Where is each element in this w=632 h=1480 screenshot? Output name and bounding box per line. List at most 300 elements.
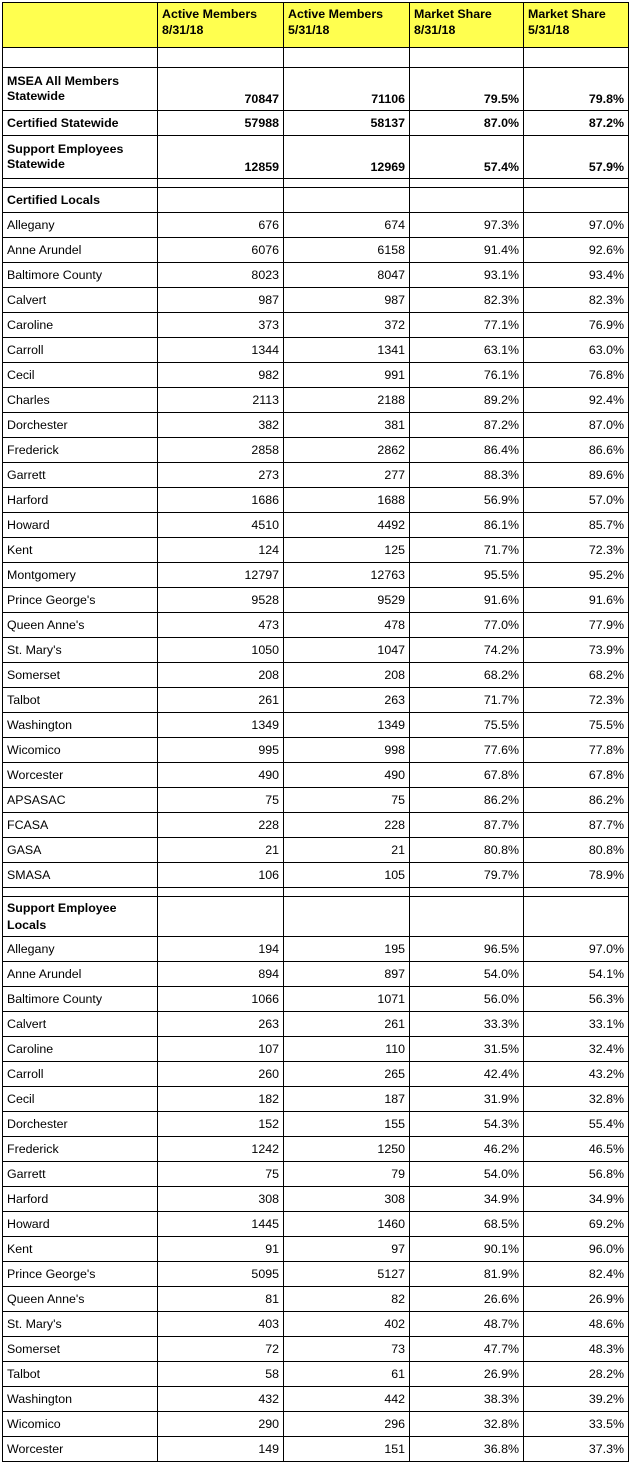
cell-share-may: 82.3% bbox=[524, 288, 629, 313]
cell-share-aug: 86.4% bbox=[410, 438, 524, 463]
cell-members-aug: 107 bbox=[158, 1037, 284, 1062]
table-row bbox=[3, 763, 629, 788]
cell-share-may: 78.9% bbox=[524, 863, 629, 888]
row-label: Washington bbox=[3, 713, 158, 738]
cell-members-may: 1250 bbox=[284, 1137, 410, 1162]
row-label: Talbot bbox=[3, 1362, 158, 1387]
cell-members-may: 21 bbox=[284, 838, 410, 863]
cell-share-may: 69.2% bbox=[524, 1212, 629, 1237]
cell-members-may: 208 bbox=[284, 663, 410, 688]
cell-members-aug: 2858 bbox=[158, 438, 284, 463]
cell-members-aug: 72 bbox=[158, 1337, 284, 1362]
cell-members-aug: 987 bbox=[158, 288, 284, 313]
cell-share-aug: 91.4% bbox=[410, 238, 524, 263]
cell-members-may: 82 bbox=[284, 1287, 410, 1312]
cell-members-aug: 70847 bbox=[158, 68, 284, 111]
cell-members-may: 1047 bbox=[284, 638, 410, 663]
cell-members-aug: 124 bbox=[158, 538, 284, 563]
table-row bbox=[3, 338, 629, 363]
cell-members-may: 125 bbox=[284, 538, 410, 563]
row-label: Somerset bbox=[3, 1337, 158, 1362]
cell-members-aug: 81 bbox=[158, 1287, 284, 1312]
cell-share-aug: 79.5% bbox=[410, 68, 524, 111]
spacer-cell bbox=[284, 179, 410, 188]
cell-members-aug: 4510 bbox=[158, 513, 284, 538]
cell-members-may: 1460 bbox=[284, 1212, 410, 1237]
cell-share-aug: 68.5% bbox=[410, 1212, 524, 1237]
row-label: Calvert bbox=[3, 1012, 158, 1037]
table-row bbox=[3, 538, 629, 563]
cell-share-may: 56.8% bbox=[524, 1162, 629, 1187]
cell-members-may: 110 bbox=[284, 1037, 410, 1062]
cell-share-aug: 68.2% bbox=[410, 663, 524, 688]
cell-members-aug: 21 bbox=[158, 838, 284, 863]
table-row bbox=[3, 363, 629, 388]
spreadsheet bbox=[2, 2, 630, 1462]
cell-share-may: 77.9% bbox=[524, 613, 629, 638]
spacer-cell bbox=[524, 179, 629, 188]
cell-share-may: 57.9% bbox=[524, 136, 629, 179]
table-row bbox=[3, 1287, 629, 1312]
header-cell-market-share-aug: Market Share 8/31/18 bbox=[410, 3, 524, 48]
cell-share-aug: 67.8% bbox=[410, 763, 524, 788]
row-label: Kent bbox=[3, 538, 158, 563]
cell-share-may: 48.3% bbox=[524, 1337, 629, 1362]
cell-share-aug: 36.8% bbox=[410, 1437, 524, 1462]
row-label: Harford bbox=[3, 1187, 158, 1212]
cell-share-aug: 63.1% bbox=[410, 338, 524, 363]
cell-share-aug: 54.0% bbox=[410, 962, 524, 987]
empty-cell bbox=[524, 897, 629, 937]
cell-members-may: 58137 bbox=[284, 111, 410, 136]
row-label: Worcester bbox=[3, 1437, 158, 1462]
cell-share-may: 33.5% bbox=[524, 1412, 629, 1437]
cell-members-may: 2862 bbox=[284, 438, 410, 463]
spacer-row bbox=[3, 888, 629, 897]
cell-share-may: 77.8% bbox=[524, 738, 629, 763]
cell-members-aug: 273 bbox=[158, 463, 284, 488]
cell-members-aug: 995 bbox=[158, 738, 284, 763]
summary-row-support bbox=[3, 136, 629, 179]
row-label: Wicomico bbox=[3, 1412, 158, 1437]
cell-share-aug: 47.7% bbox=[410, 1337, 524, 1362]
cell-members-may: 8047 bbox=[284, 263, 410, 288]
cell-share-may: 82.4% bbox=[524, 1262, 629, 1287]
table-row bbox=[3, 1112, 629, 1137]
empty-cell bbox=[410, 188, 524, 213]
cell-share-may: 75.5% bbox=[524, 713, 629, 738]
row-label: St. Mary's bbox=[3, 1312, 158, 1337]
cell-share-may: 73.9% bbox=[524, 638, 629, 663]
row-label: Baltimore County bbox=[3, 987, 158, 1012]
cell-members-aug: 8023 bbox=[158, 263, 284, 288]
cell-members-may: 991 bbox=[284, 363, 410, 388]
cell-share-may: 85.7% bbox=[524, 513, 629, 538]
cell-share-aug: 71.7% bbox=[410, 688, 524, 713]
table-row bbox=[3, 1337, 629, 1362]
cell-members-may: 12969 bbox=[284, 136, 410, 179]
cell-share-may: 43.2% bbox=[524, 1062, 629, 1087]
cell-members-aug: 5095 bbox=[158, 1262, 284, 1287]
row-label: Anne Arundel bbox=[3, 962, 158, 987]
table-row bbox=[3, 1237, 629, 1262]
cell-share-aug: 42.4% bbox=[410, 1062, 524, 1087]
cell-members-aug: 373 bbox=[158, 313, 284, 338]
cell-members-aug: 403 bbox=[158, 1312, 284, 1337]
cell-members-aug: 91 bbox=[158, 1237, 284, 1262]
cell-members-may: 296 bbox=[284, 1412, 410, 1437]
cell-share-aug: 77.6% bbox=[410, 738, 524, 763]
row-label: Caroline bbox=[3, 313, 158, 338]
header-cell-active-members-aug: Active Members 8/31/18 bbox=[158, 3, 284, 48]
cell-share-aug: 81.9% bbox=[410, 1262, 524, 1287]
table-row bbox=[3, 1037, 629, 1062]
cell-share-aug: 54.3% bbox=[410, 1112, 524, 1137]
cell-members-aug: 57988 bbox=[158, 111, 284, 136]
empty-cell bbox=[284, 48, 410, 68]
table-row bbox=[3, 1362, 629, 1387]
row-label: Harford bbox=[3, 488, 158, 513]
cell-share-may: 32.8% bbox=[524, 1087, 629, 1112]
spacer-cell bbox=[284, 888, 410, 897]
header-cell-market-share-may: Market Share 5/31/18 bbox=[524, 3, 629, 48]
row-label: Worcester bbox=[3, 763, 158, 788]
cell-members-aug: 6076 bbox=[158, 238, 284, 263]
row-label: Allegany bbox=[3, 937, 158, 962]
empty-cell bbox=[284, 188, 410, 213]
spacer-cell bbox=[158, 179, 284, 188]
row-label: St. Mary's bbox=[3, 638, 158, 663]
cell-share-may: 39.2% bbox=[524, 1387, 629, 1412]
cell-share-aug: 76.1% bbox=[410, 363, 524, 388]
row-label: GASA bbox=[3, 838, 158, 863]
row-label: Anne Arundel bbox=[3, 238, 158, 263]
cell-share-aug: 77.0% bbox=[410, 613, 524, 638]
cell-members-aug: 260 bbox=[158, 1062, 284, 1087]
cell-members-aug: 432 bbox=[158, 1387, 284, 1412]
cell-share-may: 55.4% bbox=[524, 1112, 629, 1137]
table-row bbox=[3, 738, 629, 763]
cell-members-may: 79 bbox=[284, 1162, 410, 1187]
cell-members-aug: 12859 bbox=[158, 136, 284, 179]
cell-members-aug: 1686 bbox=[158, 488, 284, 513]
cell-share-may: 48.6% bbox=[524, 1312, 629, 1337]
cell-members-aug: 382 bbox=[158, 413, 284, 438]
cell-share-aug: 82.3% bbox=[410, 288, 524, 313]
cell-share-may: 87.2% bbox=[524, 111, 629, 136]
empty-cell bbox=[524, 188, 629, 213]
empty-cell bbox=[410, 897, 524, 937]
table-row bbox=[3, 1262, 629, 1287]
row-label: Allegany bbox=[3, 213, 158, 238]
cell-members-may: 195 bbox=[284, 937, 410, 962]
spacer-cell bbox=[3, 179, 158, 188]
row-label: FCASA bbox=[3, 813, 158, 838]
cell-share-aug: 95.5% bbox=[410, 563, 524, 588]
row-label: Montgomery bbox=[3, 563, 158, 588]
row-label: Howard bbox=[3, 513, 158, 538]
table-row bbox=[3, 838, 629, 863]
spacer-cell bbox=[410, 888, 524, 897]
empty-cell bbox=[410, 48, 524, 68]
cell-members-aug: 676 bbox=[158, 213, 284, 238]
empty-cell bbox=[158, 897, 284, 937]
table-row bbox=[3, 563, 629, 588]
table-row bbox=[3, 588, 629, 613]
table-row bbox=[3, 1437, 629, 1462]
row-label: Washington bbox=[3, 1387, 158, 1412]
table-row bbox=[3, 962, 629, 987]
cell-share-may: 46.5% bbox=[524, 1137, 629, 1162]
table-row bbox=[3, 213, 629, 238]
cell-share-aug: 93.1% bbox=[410, 263, 524, 288]
cell-share-aug: 56.0% bbox=[410, 987, 524, 1012]
cell-members-aug: 182 bbox=[158, 1087, 284, 1112]
cell-members-may: 402 bbox=[284, 1312, 410, 1337]
cell-share-may: 32.4% bbox=[524, 1037, 629, 1062]
cell-share-may: 54.1% bbox=[524, 962, 629, 987]
cell-share-aug: 46.2% bbox=[410, 1137, 524, 1162]
cell-share-aug: 26.6% bbox=[410, 1287, 524, 1312]
cell-members-may: 1349 bbox=[284, 713, 410, 738]
cell-share-may: 92.4% bbox=[524, 388, 629, 413]
cell-members-aug: 75 bbox=[158, 1162, 284, 1187]
cell-members-aug: 263 bbox=[158, 1012, 284, 1037]
cell-share-aug: 31.5% bbox=[410, 1037, 524, 1062]
row-label: Charles bbox=[3, 388, 158, 413]
cell-members-aug: 261 bbox=[158, 688, 284, 713]
cell-share-may: 63.0% bbox=[524, 338, 629, 363]
table-row bbox=[3, 1187, 629, 1212]
header-cell-active-members-may: Active Members 5/31/18 bbox=[284, 3, 410, 48]
cell-members-aug: 12797 bbox=[158, 563, 284, 588]
cell-share-aug: 34.9% bbox=[410, 1187, 524, 1212]
row-label: Support Employees Statewide bbox=[3, 136, 158, 179]
cell-share-aug: 91.6% bbox=[410, 588, 524, 613]
cell-share-may: 76.9% bbox=[524, 313, 629, 338]
cell-share-aug: 32.8% bbox=[410, 1412, 524, 1437]
row-label: Queen Anne's bbox=[3, 1287, 158, 1312]
cell-members-aug: 290 bbox=[158, 1412, 284, 1437]
row-label: Certified Statewide bbox=[3, 111, 158, 136]
row-label: Prince George's bbox=[3, 588, 158, 613]
summary-row-all-members bbox=[3, 68, 629, 111]
cell-share-aug: 96.5% bbox=[410, 937, 524, 962]
cell-members-aug: 75 bbox=[158, 788, 284, 813]
table-row bbox=[3, 788, 629, 813]
cell-share-may: 96.0% bbox=[524, 1237, 629, 1262]
row-label: Cecil bbox=[3, 363, 158, 388]
cell-share-aug: 54.0% bbox=[410, 1162, 524, 1187]
cell-share-may: 92.6% bbox=[524, 238, 629, 263]
cell-members-aug: 1050 bbox=[158, 638, 284, 663]
spacer-cell bbox=[524, 888, 629, 897]
row-label: Prince George's bbox=[3, 1262, 158, 1287]
cell-members-may: 73 bbox=[284, 1337, 410, 1362]
table-row bbox=[3, 663, 629, 688]
cell-share-aug: 80.8% bbox=[410, 838, 524, 863]
cell-share-may: 34.9% bbox=[524, 1187, 629, 1212]
cell-share-may: 33.1% bbox=[524, 1012, 629, 1037]
section-title: Support Employee Locals bbox=[3, 897, 158, 937]
cell-members-may: 308 bbox=[284, 1187, 410, 1212]
cell-share-may: 28.2% bbox=[524, 1362, 629, 1387]
cell-share-may: 97.0% bbox=[524, 937, 629, 962]
cell-members-aug: 1242 bbox=[158, 1137, 284, 1162]
row-label: Calvert bbox=[3, 288, 158, 313]
cell-share-aug: 88.3% bbox=[410, 463, 524, 488]
cell-members-may: 1341 bbox=[284, 338, 410, 363]
cell-members-may: 71106 bbox=[284, 68, 410, 111]
cell-members-may: 490 bbox=[284, 763, 410, 788]
row-label: Baltimore County bbox=[3, 263, 158, 288]
cell-members-may: 97 bbox=[284, 1237, 410, 1262]
cell-members-aug: 152 bbox=[158, 1112, 284, 1137]
cell-members-may: 228 bbox=[284, 813, 410, 838]
table-row bbox=[3, 1137, 629, 1162]
table-row bbox=[3, 513, 629, 538]
cell-members-may: 61 bbox=[284, 1362, 410, 1387]
cell-members-may: 75 bbox=[284, 788, 410, 813]
cell-share-aug: 56.9% bbox=[410, 488, 524, 513]
section-header-certified bbox=[3, 188, 629, 213]
empty-cell bbox=[158, 188, 284, 213]
cell-members-may: 265 bbox=[284, 1062, 410, 1087]
cell-share-may: 97.0% bbox=[524, 213, 629, 238]
cell-members-aug: 149 bbox=[158, 1437, 284, 1462]
cell-members-aug: 194 bbox=[158, 937, 284, 962]
table-row bbox=[3, 1412, 629, 1437]
table-row bbox=[3, 438, 629, 463]
cell-members-aug: 490 bbox=[158, 763, 284, 788]
empty-cell bbox=[158, 48, 284, 68]
cell-members-may: 263 bbox=[284, 688, 410, 713]
cell-share-aug: 87.7% bbox=[410, 813, 524, 838]
table-row bbox=[3, 488, 629, 513]
cell-share-aug: 57.4% bbox=[410, 136, 524, 179]
header-cell-label bbox=[3, 3, 158, 48]
row-label: Cecil bbox=[3, 1087, 158, 1112]
cell-share-aug: 38.3% bbox=[410, 1387, 524, 1412]
cell-share-may: 56.3% bbox=[524, 987, 629, 1012]
table-row bbox=[3, 1062, 629, 1087]
summary-row-certified bbox=[3, 111, 629, 136]
cell-share-aug: 86.2% bbox=[410, 788, 524, 813]
cell-share-may: 86.2% bbox=[524, 788, 629, 813]
cell-share-may: 89.6% bbox=[524, 463, 629, 488]
section-title: Certified Locals bbox=[3, 188, 158, 213]
table-row bbox=[3, 813, 629, 838]
cell-share-may: 57.0% bbox=[524, 488, 629, 513]
cell-share-aug: 79.7% bbox=[410, 863, 524, 888]
cell-members-may: 1071 bbox=[284, 987, 410, 1012]
spacer-cell bbox=[410, 179, 524, 188]
row-label: Frederick bbox=[3, 438, 158, 463]
empty-cell bbox=[524, 48, 629, 68]
table-row bbox=[3, 413, 629, 438]
cell-members-may: 155 bbox=[284, 1112, 410, 1137]
table-row bbox=[3, 1012, 629, 1037]
table-row bbox=[3, 263, 629, 288]
header-row bbox=[3, 3, 629, 48]
cell-share-may: 80.8% bbox=[524, 838, 629, 863]
cell-share-aug: 71.7% bbox=[410, 538, 524, 563]
cell-members-aug: 1445 bbox=[158, 1212, 284, 1237]
row-label: SMASA bbox=[3, 863, 158, 888]
row-label: Garrett bbox=[3, 1162, 158, 1187]
cell-members-aug: 1349 bbox=[158, 713, 284, 738]
cell-share-aug: 87.2% bbox=[410, 413, 524, 438]
table-row bbox=[3, 713, 629, 738]
cell-share-may: 91.6% bbox=[524, 588, 629, 613]
cell-members-may: 381 bbox=[284, 413, 410, 438]
cell-members-may: 5127 bbox=[284, 1262, 410, 1287]
cell-members-aug: 208 bbox=[158, 663, 284, 688]
cell-members-may: 372 bbox=[284, 313, 410, 338]
table-row bbox=[3, 638, 629, 663]
table-row bbox=[3, 1387, 629, 1412]
cell-members-may: 12763 bbox=[284, 563, 410, 588]
cell-members-may: 277 bbox=[284, 463, 410, 488]
cell-members-may: 4492 bbox=[284, 513, 410, 538]
cell-share-may: 67.8% bbox=[524, 763, 629, 788]
cell-members-may: 151 bbox=[284, 1437, 410, 1462]
cell-share-aug: 86.1% bbox=[410, 513, 524, 538]
row-label: Frederick bbox=[3, 1137, 158, 1162]
cell-members-aug: 2113 bbox=[158, 388, 284, 413]
cell-members-aug: 308 bbox=[158, 1187, 284, 1212]
table-row bbox=[3, 863, 629, 888]
cell-members-aug: 1066 bbox=[158, 987, 284, 1012]
cell-members-may: 2188 bbox=[284, 388, 410, 413]
row-label: Carroll bbox=[3, 1062, 158, 1087]
empty-cell bbox=[284, 897, 410, 937]
cell-members-may: 9529 bbox=[284, 588, 410, 613]
cell-members-aug: 473 bbox=[158, 613, 284, 638]
cell-members-may: 187 bbox=[284, 1087, 410, 1112]
cell-members-may: 6158 bbox=[284, 238, 410, 263]
table-row bbox=[3, 688, 629, 713]
cell-share-may: 95.2% bbox=[524, 563, 629, 588]
table-row bbox=[3, 1212, 629, 1237]
cell-share-may: 37.3% bbox=[524, 1437, 629, 1462]
cell-share-may: 68.2% bbox=[524, 663, 629, 688]
table-row bbox=[3, 613, 629, 638]
row-label: Kent bbox=[3, 1237, 158, 1262]
cell-share-aug: 48.7% bbox=[410, 1312, 524, 1337]
cell-share-may: 86.6% bbox=[524, 438, 629, 463]
cell-share-may: 72.3% bbox=[524, 688, 629, 713]
cell-members-may: 998 bbox=[284, 738, 410, 763]
cell-members-may: 1688 bbox=[284, 488, 410, 513]
table-row bbox=[3, 288, 629, 313]
cell-members-aug: 106 bbox=[158, 863, 284, 888]
cell-share-aug: 97.3% bbox=[410, 213, 524, 238]
cell-share-may: 72.3% bbox=[524, 538, 629, 563]
row-label: APSASAC bbox=[3, 788, 158, 813]
cell-share-aug: 77.1% bbox=[410, 313, 524, 338]
row-label: Wicomico bbox=[3, 738, 158, 763]
cell-members-may: 442 bbox=[284, 1387, 410, 1412]
cell-share-aug: 26.9% bbox=[410, 1362, 524, 1387]
cell-share-may: 76.8% bbox=[524, 363, 629, 388]
cell-share-aug: 87.0% bbox=[410, 111, 524, 136]
section-header-support bbox=[3, 897, 629, 937]
cell-share-aug: 75.5% bbox=[410, 713, 524, 738]
table-row bbox=[3, 313, 629, 338]
cell-members-aug: 1344 bbox=[158, 338, 284, 363]
empty-row bbox=[3, 48, 629, 68]
